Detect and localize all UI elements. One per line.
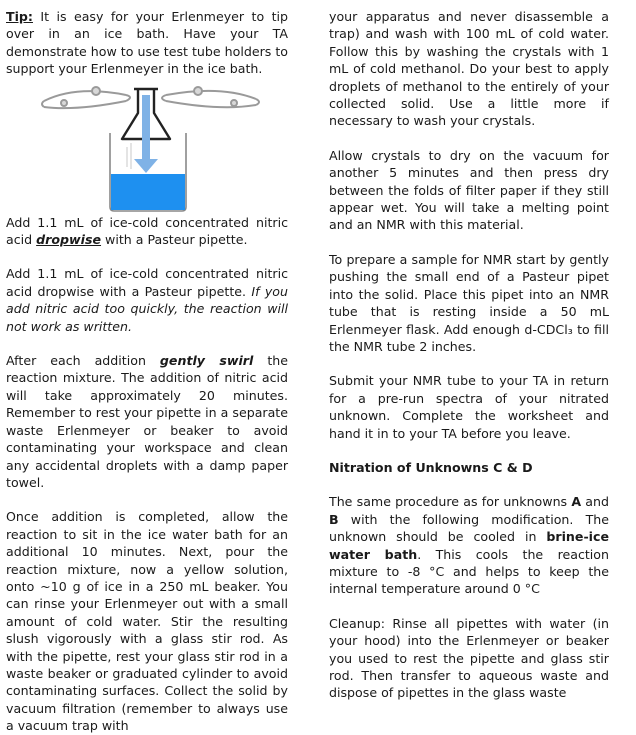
unknown-a: A bbox=[571, 494, 582, 510]
p5-text-c: . This cools the reaction mixture to -8 °C and helps to keep the internal temperature around 0 °C bbox=[329, 546, 609, 597]
p3-text-c: the reaction mixture. The addition of nitric acid will take approximately 20 minutes. Remember to rest your pipette in a separate waste Erlenmeyer or beaker to avoid contaminating your workspace and clean any accidental droplets with a damp paper towel. bbox=[6, 353, 289, 490]
tip-paragraph bbox=[6, 8, 288, 78]
p2-text: Add 1.1 mL of ice-cold concentrated nitric acid dropwise with a Pasteur pipette. bbox=[6, 266, 288, 299]
paragraph-3 bbox=[6, 352, 288, 491]
p2-warning: If you add nitric acid too quickly, the reaction will not work as written. bbox=[6, 283, 288, 334]
right-paragraph-3: To prepare a sample for NMR start by gently pushing the small end of a Pasteur pipet into the solid. Place this pipet into an NMR tube that is resting inside a 50 mL Erlenmeyer flask. Add enough d-CDCl₃ to fill the NMR tube 2 inches. bbox=[329, 251, 609, 354]
paragraph-2 bbox=[6, 265, 288, 335]
paragraph-1 bbox=[6, 214, 288, 249]
p1-emphasis: dropwise bbox=[36, 232, 102, 248]
unknown-b: B bbox=[329, 511, 339, 527]
p5-text-a: The same procedure as for unknowns bbox=[329, 494, 572, 510]
right-paragraph-2: Allow crystals to dry on the vacuum for another 5 minutes and then press dry between the folds of filter paper if they still appear wet. You will take a melting point and an NMR with this material. bbox=[329, 147, 609, 233]
down-arrow-icon bbox=[134, 159, 158, 173]
tip-text: It is easy for your Erlenmeyer to tip over in an ice bath. Have your TA demonstrate how to use test tube holders to support your Erlenmeyer in the ice bath. bbox=[6, 9, 288, 77]
p5-and: and bbox=[581, 494, 609, 510]
right-paragraph-1: your apparatus and never disassemble a trap) and wash with 100 mL of cold water. Follow this by washing the crystals with 1 mL of cold methanol. Do your best to apply droplets of methanol to the entirely of your collected solid. Use a little more if necessary to wash your crystals. bbox=[329, 9, 609, 129]
left-column bbox=[6, 8, 288, 735]
beaker-graduations bbox=[127, 143, 131, 169]
ice-water bbox=[111, 174, 185, 210]
ice-bath-illustration bbox=[6, 81, 288, 214]
p3-text-a: After each addition bbox=[6, 353, 160, 369]
right-column bbox=[329, 8, 609, 702]
heading-text: Nitration of Unknowns C & D bbox=[329, 459, 533, 475]
paragraph-4: Once addition is completed, allow the reaction to sit in the ice water bath for an additional 10 minutes. Next, pour the reaction mixture, now a yellow solution, onto ~10 g of ice in a 250 mL beaker. You can rinse your Erlenmeyer out with a small amount of cold water. Stir the resulting slush vigorously with a glass stir rod. As with the pipette, rest your glass stir rod in a waste beaker or graduated cylinder to avoid contaminating surfaces. Collect the solid by vacuum filtration (remember to always use a vacuum trap with bbox=[6, 509, 288, 734]
left-clamp-icon bbox=[42, 87, 130, 108]
right-paragraph-5 bbox=[329, 493, 609, 597]
right-paragraph-6: Cleanup: Rinse all pipettes with water (in your hood) into the Erlenmeyer or beaker you used to rest the pipette and glass stir rod. Then transfer to aqueous waste and dispose of pipettes in the glass waste bbox=[329, 615, 609, 701]
p1-text-a: Add 1.1 mL of ice-cold concentrated nitric acid bbox=[6, 214, 288, 248]
tip-label: Tip: bbox=[6, 9, 33, 24]
ice-bath-figure bbox=[6, 81, 288, 214]
brine-bath: brine-ice water bath bbox=[329, 529, 609, 562]
arrow-shaft bbox=[142, 95, 150, 161]
p3-emphasis: gently swirl bbox=[159, 353, 254, 369]
right-paragraph-4: Submit your NMR tube to your TA in return for a pre-run spectra of your nitrated unknown. Complete the worksheet and hand it in to your TA before you leave. bbox=[329, 373, 609, 441]
section-heading bbox=[329, 459, 609, 476]
p1-text-b: with a Pasteur pipette. bbox=[101, 232, 248, 248]
right-clamp-icon bbox=[162, 87, 259, 107]
p5-text-b: with the following modification. The unknown should be cooled in bbox=[329, 511, 609, 545]
